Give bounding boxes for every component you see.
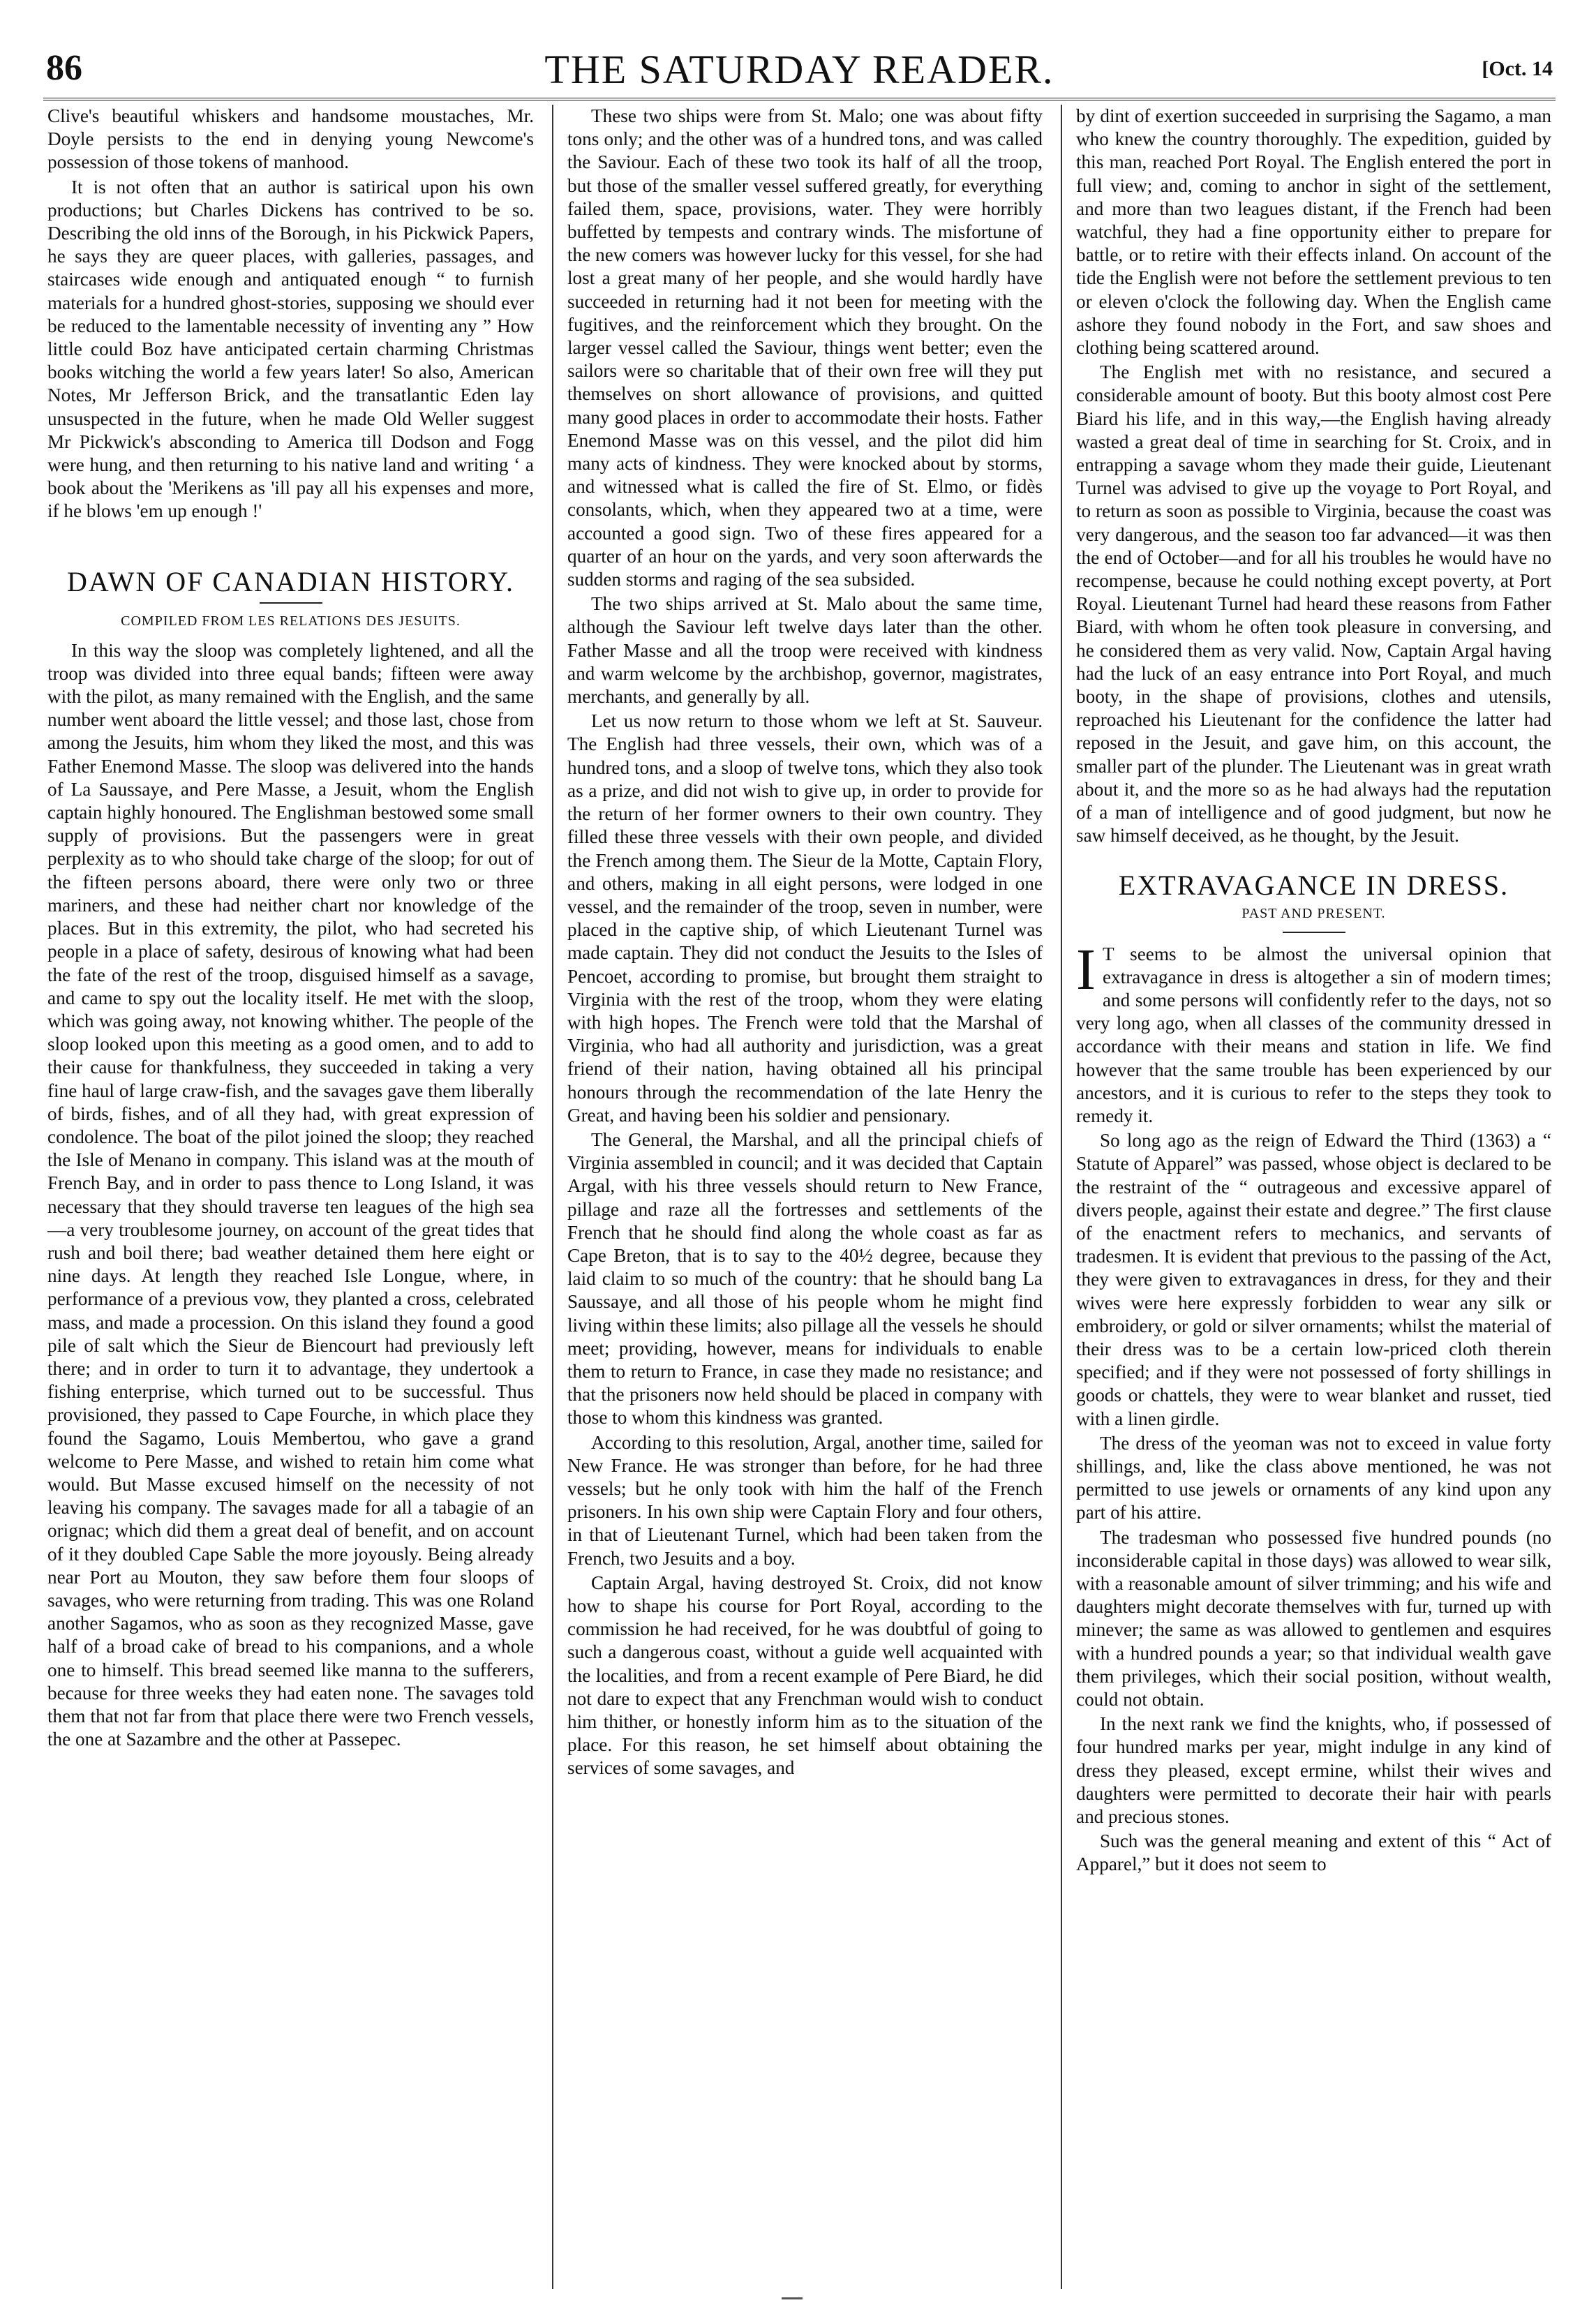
article-paragraph-text: T seems to be almost the universal opinion that extravagance in dress is altogether a sin of modern times; and some persons will confidently refer to the days, not so very long ago, when all classes of the community dressed in accordance with their means and station in life. We find however that the same trouble has been experienced by our ancestors, and it is curious to refer to the steps they took to remedy it. — [1076, 943, 1551, 1126]
issue-date: [Oct. 14 — [1482, 57, 1553, 80]
article-paragraph: Let us now return to those whom we left at St. Sauveur. The English had three vessels, their own, which was of a hundred tons, and a sloop of twelve tons, which they also took as a prize, and did not wish to give up, in order to provide for the return of her former owners to their own country. They filled these three vessels with their own people, and divided the French among them. The Sieur de la Motte, Captain Flory, and others, making in all eight persons, were lodged in one vessel, and the remainder of the troop, seven in number, were placed in the captive ship, of which Lieutenant Turnel was made captain. They did not conduct the Jesuits to the Isles of Pencoet, according to promise, but brought them straight to Virginia with the rest of the troop, whom they were elating with high hopes. The French were told that the Marshal of Virginia, who had all authority and jurisdiction, was a great friend of their nation, having obtained all his principal honours through the recommendation of the late Henry the Great, and having been his soldier and pensionary. — [567, 710, 1043, 1126]
masthead — [43, 42, 1556, 100]
section-subtitle: COMPILED FROM LES RELATIONS DES JESUITS. — [121, 613, 461, 629]
article-paragraph: The General, the Marshal, and all the principal chiefs of Virginia assembled in council; and it was decided that Captain Argal, with his three vessels should return to New France, pillage and raze all the fortresses and settlements of the French that he should find along the whole coast as far as Cape Breton, that is to say to the 40½ degree, because they laid claim to so much of the country: that he should bang La Saussaye, and all those of his people whom he might find living within these limits; also pillage all the vessels he should meet; providing, however, means for individuals to enable them to return to France, in case they made no resistance; and that the prisoners now held should be placed in company with those to whom this kindness was granted. — [567, 1128, 1043, 1429]
article-paragraph: It is not often that an author is satirical upon his own productions; but Charles Dickens has contrived to be so. Describing the old inns of the Borough, in his Pickwick Papers, he says they are queer places, with galleries, passages, and staircases wide enough and antiquated enough “ to furnish materials for a hundred ghost-stories, supposing we should ever be reduced to the lamentable necessity of inventing any ” How little could Boz have anticipated certain charming Christmas books witching the world a few years later! So also, American Notes, Mr Jefferson Brick, and the transatlantic Eden lay unsuspected in the future, when he made Old Weller suggest Mr Pickwick's absconding to America till Dodson and Fogg were hung, and then returning to his native land and writing ‘ a book about the 'Merikens as 'ill pay all his expenses and more, if he blows 'em up enough !' — [47, 176, 534, 522]
title-rule — [260, 602, 322, 604]
article-paragraph: In this way the sloop was completely lightened, and all the troop was divided into three equal bands; fifteen were away with the pilot, as many remained with the English, and the same number went aboard the little vessel; and those last, chose from among the Jesuits, him whom they liked the most, and this was Father Enemond Masse. The sloop was delivered into the hands of La Saussaye, and Pere Masse, a Jesuit, whom the English captain highly honoured. The Englishman bestowed some small supply of provisions. But the passengers were in great perplexity as to who should take charge of the sloop; for out of the fifteen persons aboard, there were only two or three mariners, and these had neither chart nor knowledge of the places. But in this extremity, the pilot, who had secreted his people in a place of safety, desirous of knowing what had been the fate of the rest of the troop, disguised himself as a savage, and came to spy out the locality itself. He met with the sloop, which was going away, not knowing whither. The people of the sloop looked upon this meeting as a good omen, and to add to their cause for thankfulness, they succeeded in taking a very fine haul of large craw-fish, and the savages gave them liberally of birds, fishes, and of all they had, with great expression of condolence. The boat of the pilot joined the sloop; they reached the Isle of Menano in company. This island was at the mouth of French Bay, and in order to pass thence to Long Island, it was necessary that they should traverse ten leagues of the high sea—a very troublesome journey, on account of the great tides that rush and boil there; bad weather detained them here eight or nine days. At length they reached Isle Longue, where, in performance of a previous vow, they planted a cross, celebrated mass, and made a procession. On this island they found a good pile of salt which the Sieur de Biencourt had previously left there; and in order to turn it to advantage, they undertook a fishing enterprise, which turned out to be successful. Thus provisioned, they passed to Cape Fourche, in which place they found the Sagamo, Louis Membertou, who gave a grand welcome to Pere Masse, and wished to retain him come what would. But Masse excused himself on the necessity of not leaving his company. The savages made for all a tabagie of an orignac; which did them a great deal of benefit, and on account of it they doubled Cape Sable the more joyously. Being already near Port au Mouton, they saw before them four sloops of savages, who were returning from trading. This was one Roland another Sagamos, who as soon as they recognized Masse, gave half of a broad cake of bread to his companions, and a whole one to himself. This bread seemed like manna to the sufferers, because for three weeks they had eaten none. The savages told them that not far from that place there were two French vessels, the one at Sazambre and the other at Passepec. — [47, 639, 534, 1750]
article-columns — [43, 105, 1556, 2289]
article-paragraph: So long ago as the reign of Edward the Third (1363) a “ Statute of Apparel” was passed, whose object is declared to be the restraint of the “ outrageous and excessive apparel of divers people, against their estate and degree.” The first clause of the enactment refers to mechanics, and servants of tradesmen. It is evident that previous to the passing of the Act, they were given to extravagances in dress, for they and their wives were here expressly forbidden to wear any silk or embroidery, or gold or silver ornaments; whilst the material of their dress was to be a certain low-priced cloth therein specified; and if they were not possessed of forty shillings in goods or chattels, they were to wear blanket and russet, tied with a linen girdle. — [1076, 1130, 1551, 1429]
article-paragraph: Clive's beautiful whiskers and handsome moustaches, Mr. Doyle persists to the end in denying young Newcome's possession of those tokens of manhood. — [47, 105, 534, 173]
title-rule — [1283, 932, 1345, 933]
article-paragraph: According to this resolution, Argal, another time, sailed for New France. He was stronger than before, for he had three vessels; but he only took with him the half of the French prisoners. In his own ship were Captain Flory and four others, in that of Lieutenant Turnel, which had been taken from the French, two Jesuits and a boy. — [567, 1431, 1043, 1569]
section-title-extravagance-in-dress: EXTRAVAGANCE IN DRESS. — [1118, 869, 1509, 901]
drop-cap: I — [1076, 937, 1096, 1002]
column-3 — [1061, 105, 1556, 2289]
article-paragraph: These two ships were from St. Malo; one was about fifty tons only; and the other was of a hundred tons, and was called the Saviour. Each of these two took its half of all the troop, but those of the smaller vessel suffered greatly, for everything failed them, space, provisions, water. They were horribly buffetted by tempests and contrary winds. The misfortune of the new comers was however lucky for this vessel, for she had lost a great many of her people, and she would hardly have succeeded in returning had it not been for meeting with the fugitives, and the reinforcement which they brought. On the larger vessel called the Saviour, things went better; even the sailors were so charitable that of their own free will they put themselves on short allowance of provisions, and quitted many good places in order to accommodate their hosts. Father Enemond Masse was on this vessel, and the pilot did him many acts of kindness. They were knocked about by storms, and witnessed what is called the fire of St. Elmo, or fidès consolants, which, when they appeared two at a time, were accounted a good sign. Two of these fires appeared for a quarter of an hour on the yards, and very soon afterwards the sudden storms and raging of the sea subsided. — [567, 105, 1043, 590]
section-title-dawn-of-canadian-history: DAWN OF CANADIAN HISTORY. — [67, 565, 514, 597]
article-paragraph: Captain Argal, having destroyed St. Croix, did not know how to shape his course for Port Royal, according to the commission he had received, for he was doubtful of going to such a dangerous coast, without a guide well acquainted with the localities, and from a recent example of Pere Biard, he did not dare to expect that any Frenchman would wish to conduct him thither, or honestly inform him as to the situation of the place. For this reason, he set himself about obtaining the services of some savages, and — [567, 1572, 1043, 1779]
article-paragraph: Such was the general meaning and extent of this “ Act of Apparel,” but it does not seem to — [1076, 1830, 1551, 1875]
article-paragraph: The tradesman who possessed five hundred pounds (no inconsiderable capital in those days) was allowed to wear silk, with a reasonable amount of silver trimming; and his wife and daughters might decorate themselves with fur, turned up with minever; the same as was allowed to gentlemen and esquires with a hundred pounds a year; so that individual wealth gave them privileges, which their social position, without wealth, could not obtain. — [1076, 1526, 1551, 1710]
article-paragraph: The dress of the yeoman was not to exceed in value forty shillings, and, like the class above mentioned, he was not permitted to use jewels or ornaments of any kind upon any part of his attire. — [1076, 1432, 1551, 1523]
column-1 — [43, 105, 538, 2289]
article-paragraph — [1076, 937, 1551, 1128]
article-paragraph: In the next rank we find the knights, who, if possessed of four hundred marks per year, might indulge in any kind of dress they pleased, except ermine, whilst their wives and daughters were permitted to decorate their hair with pearls and precious stones. — [1076, 1713, 1551, 1828]
section-subtitle: PAST AND PRESENT. — [1241, 905, 1386, 921]
page-number: 86 — [46, 48, 82, 88]
bottom-rule — [782, 2297, 803, 2299]
publication-title: THE SATURDAY READER. — [544, 47, 1054, 92]
article-paragraph: The English met with no resistance, and secured a considerable amount of booty. But this booty almost cost Pere Biard his life, and in this way,—the English having already wasted a great deal of time in searching for St. Croix, and in entrapping a savage whom they made their guide, Lieutenant Turnel was advised to give up the voyage to Port Royal, and to return as soon as possible to Virginia, because the coast was very dangerous, and the season too far advanced—it was then the end of October—and for all his troubles he would have no recompense, because he could nothing except poverty, at Port Royal. Lieutenant Turnel had heard these reasons from Father Biard, with whom he often took pleasure in conversing, and he considered them as very valid. Now, Captain Argal having had the luck of an easy entrance into Port Royal, and much booty, in the shape of provisions, clothes and utensils, reproached his Lieutenant for the confidence the latter had reposed in the Jesuit, and gave him, on this account, the smaller part of the plunder. The Lieutenant was in great wrath about it, and the more so as he had always had the reputation of a man of intelligence and of good judgment, but now he saw himself deceived, as he thought, by the Jesuit. — [1076, 361, 1551, 847]
article-paragraph: by dint of exertion succeeded in surprising the Sagamo, a man who knew the country thoroughly. The expedition, guided by this man, reached Port Royal. The English entered the port in full view; and, coming to anchor in sight of the settlement, and more than two leagues distant, if the French had been watchful, they had a fine opportunity either to prepare for battle, or to retire with their effects inland. On account of the tide the English were not before the settlement previous to ten or eleven o'clock the following day. When the English came ashore they found nobody in the Fort, and saw shoes and clothing being scattered around. — [1076, 105, 1551, 359]
article-paragraph: The two ships arrived at St. Malo about the same time, although the Saviour left twelve days later than the other. Father Masse and all the troop were received with kindness and warm welcome by the archbishop, governor, magistrates, merchants, and generally by all. — [567, 593, 1043, 708]
column-2 — [552, 105, 1047, 2289]
